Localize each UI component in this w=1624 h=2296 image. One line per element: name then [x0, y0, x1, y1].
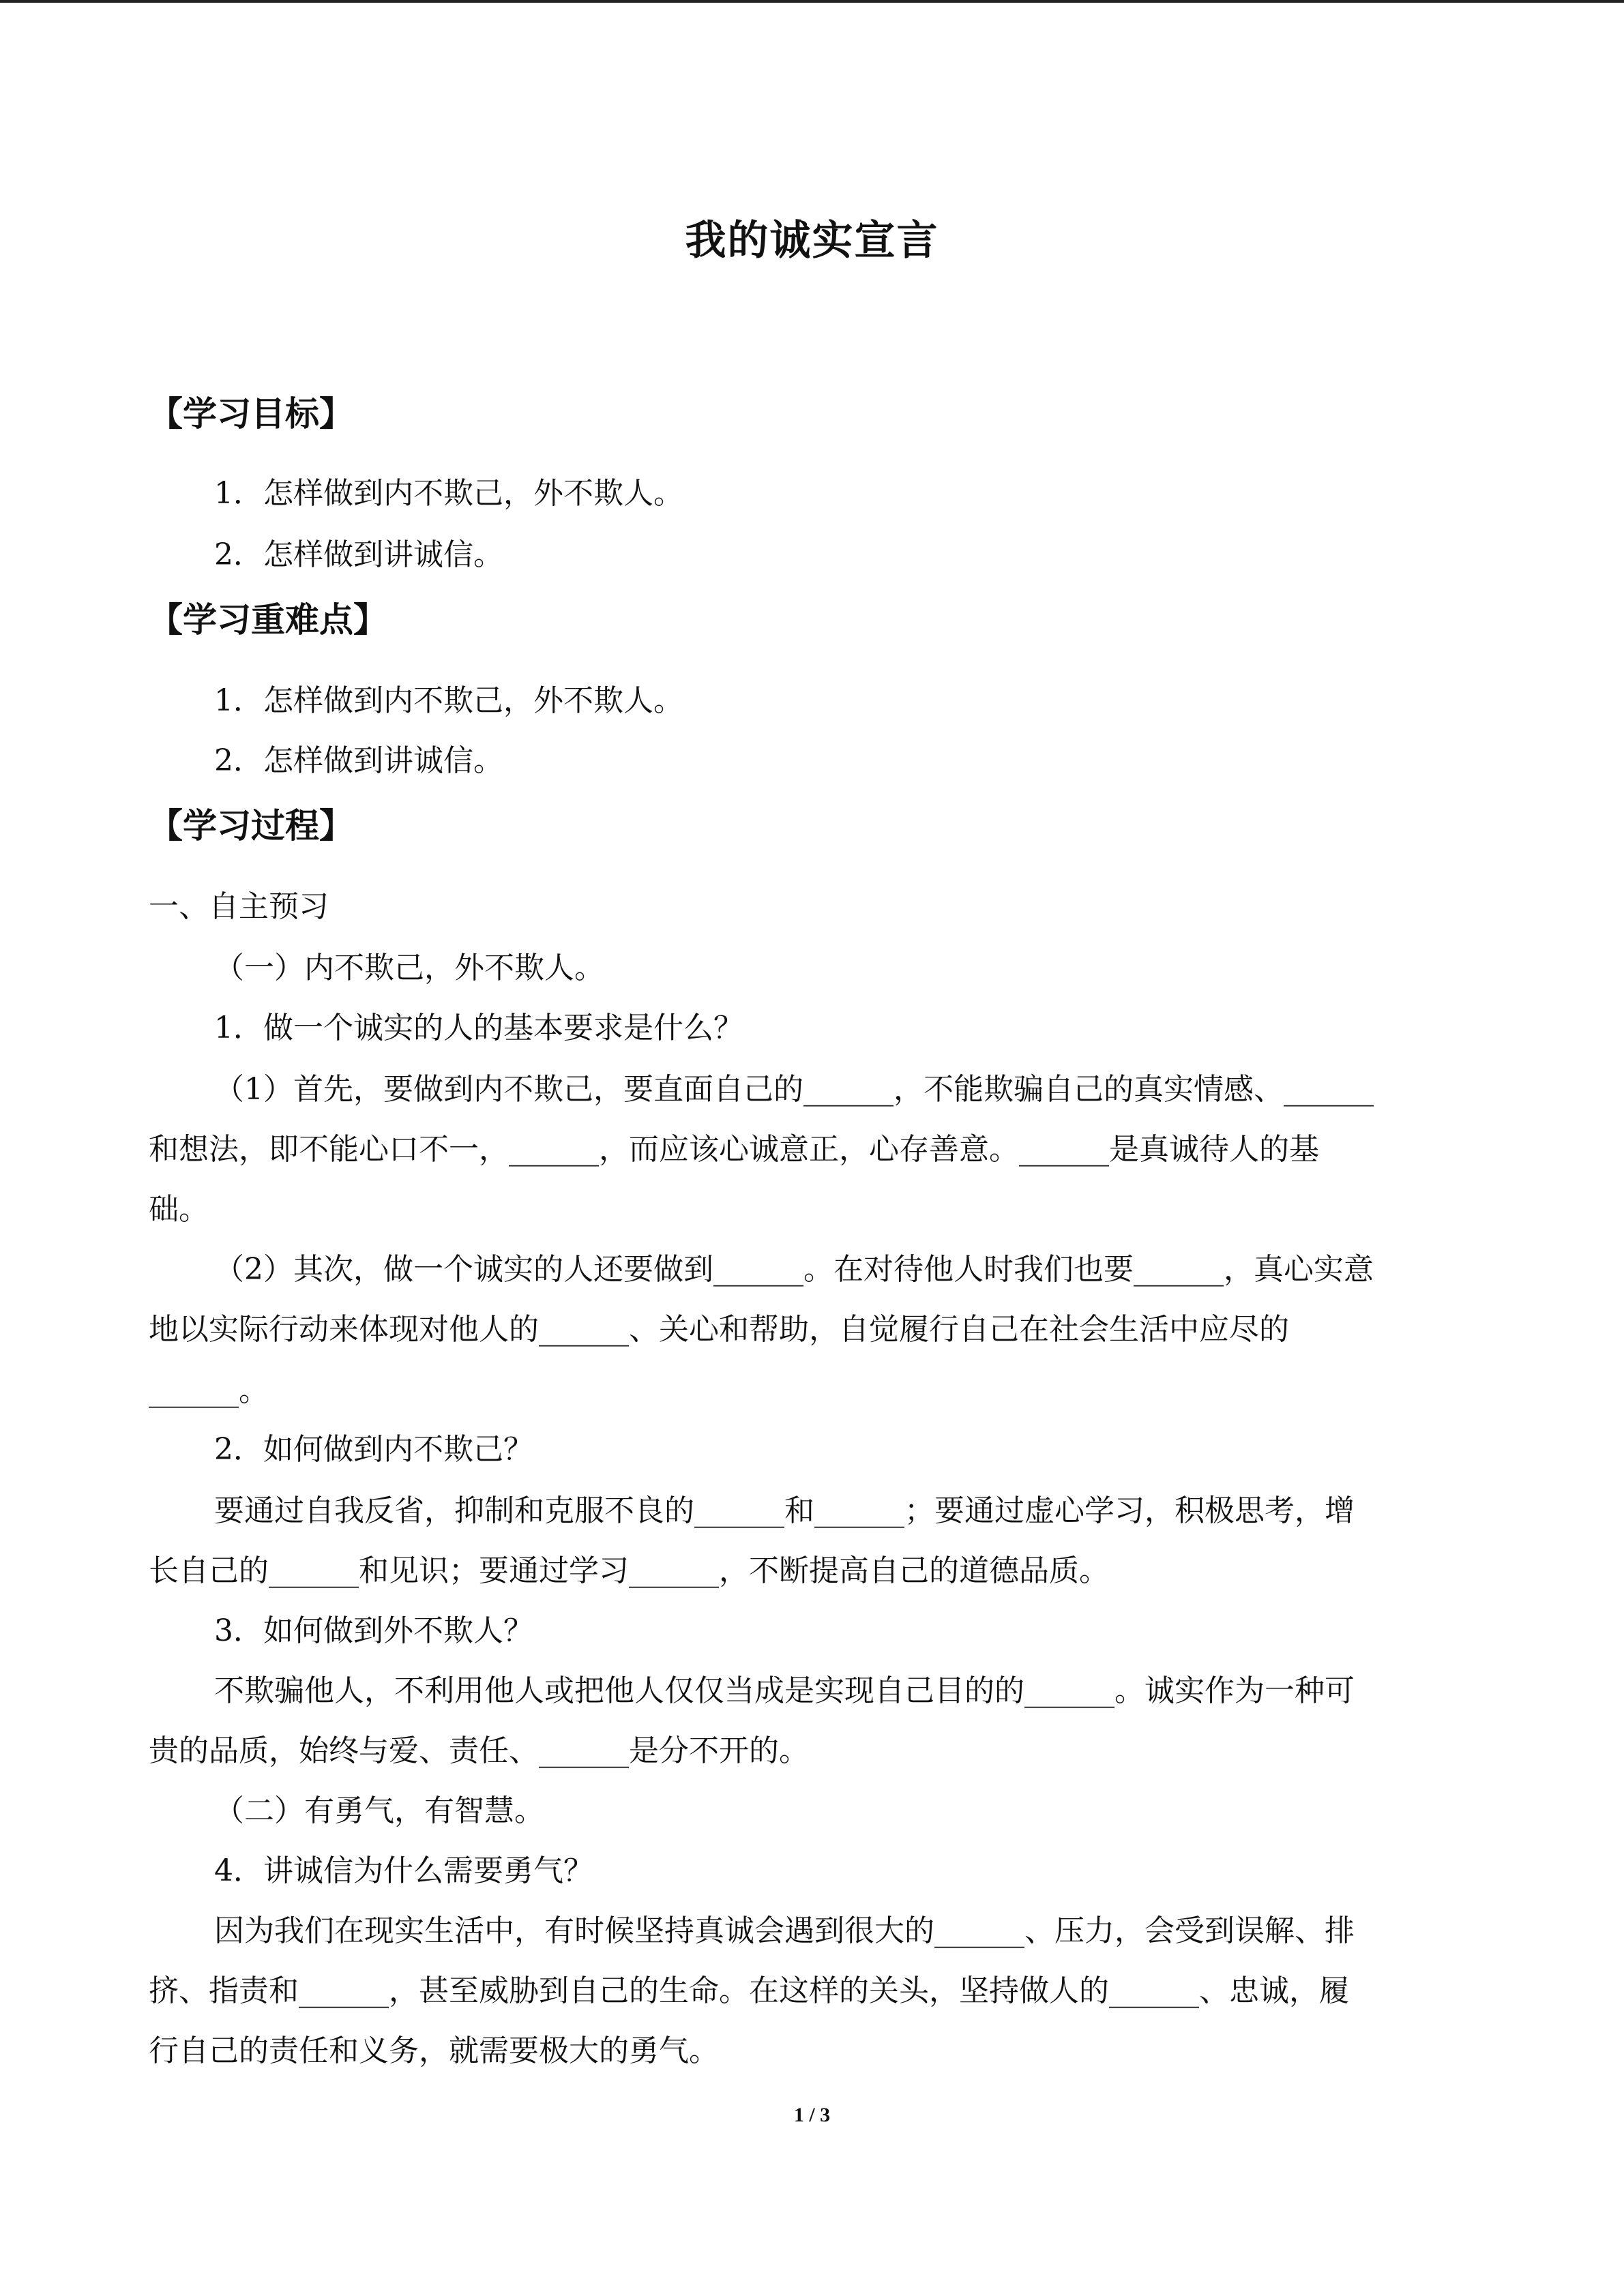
- objective-item-2: 2．怎样做到讲诚信。: [214, 537, 503, 572]
- process-line-7: （2）其次，做一个诚实的人还要做到______。在对待他人时我们也要______，真心实意: [214, 1252, 1374, 1287]
- process-line-14: 不欺骗他人，不利用他人或把他人仅仅当成是实现自己目的的______。诚实作为一种可: [214, 1673, 1355, 1708]
- process-line-19: 挤、指责和______，甚至威胁到自己的生命。在这样的关头，坚持做人的______、忠诚，履: [149, 1973, 1349, 2008]
- process-line-18: 因为我们在现实生活中，有时候坚持真诚会遇到很大的______、压力，会受到误解、排: [214, 1913, 1355, 1948]
- page-number: 1 / 3: [793, 2104, 831, 2126]
- process-line-8: 地以实际行动来体现对他人的______、关心和帮助，自觉履行自己在社会生活中应尽的: [149, 1312, 1289, 1347]
- process-line-10: 2．如何做到内不欺己？: [214, 1432, 533, 1467]
- process-line-6: 础。: [149, 1192, 209, 1227]
- process-line-12: 长自己的______和见识；要通过学习______，不断提高自己的道德品质。: [149, 1553, 1109, 1588]
- process-line-20: 行自己的责任和义务，就需要极大的勇气。: [149, 2033, 719, 2068]
- process-line-11: 要通过自我反省，抑制和克服不良的______和______；要通过虚心学习，积极思考，增: [214, 1493, 1355, 1528]
- process-line-1: 一、自主预习: [149, 889, 329, 924]
- objective-item-1: 1．怎样做到内不欺己，外不欺人。: [214, 476, 683, 511]
- process-line-17: 4．讲诚信为什么需要勇气？: [214, 1853, 593, 1888]
- process-line-4: （1）首先，要做到内不欺己，要直面自己的______，不能欺骗自己的真实情感、______: [214, 1072, 1374, 1107]
- key-point-item-2: 2．怎样做到讲诚信。: [214, 743, 503, 778]
- key-point-item-1: 1．怎样做到内不欺己，外不欺人。: [214, 683, 683, 718]
- section-heading-objectives: 【学习目标】: [149, 394, 353, 434]
- process-line-13: 3．如何做到外不欺人？: [214, 1613, 533, 1648]
- process-line-2: （一）内不欺己，外不欺人。: [214, 951, 604, 985]
- process-line-16: （二）有勇气，有智慧。: [214, 1793, 544, 1828]
- process-line-15: 贵的品质，始终与爱、责任、______是分不开的。: [149, 1733, 809, 1768]
- document-title: 我的诚实宣言: [685, 217, 939, 265]
- process-line-3: 1．做一个诚实的人的基本要求是什么？: [214, 1011, 743, 1045]
- section-heading-process: 【学习过程】: [149, 806, 353, 846]
- process-line-9: ______。: [149, 1373, 269, 1408]
- process-line-5: 和想法，即不能心口不一，______，而应该心诚意正，心存善意。______是真诚待人的基: [149, 1132, 1319, 1167]
- section-heading-key-points: 【学习重难点】: [149, 600, 387, 640]
